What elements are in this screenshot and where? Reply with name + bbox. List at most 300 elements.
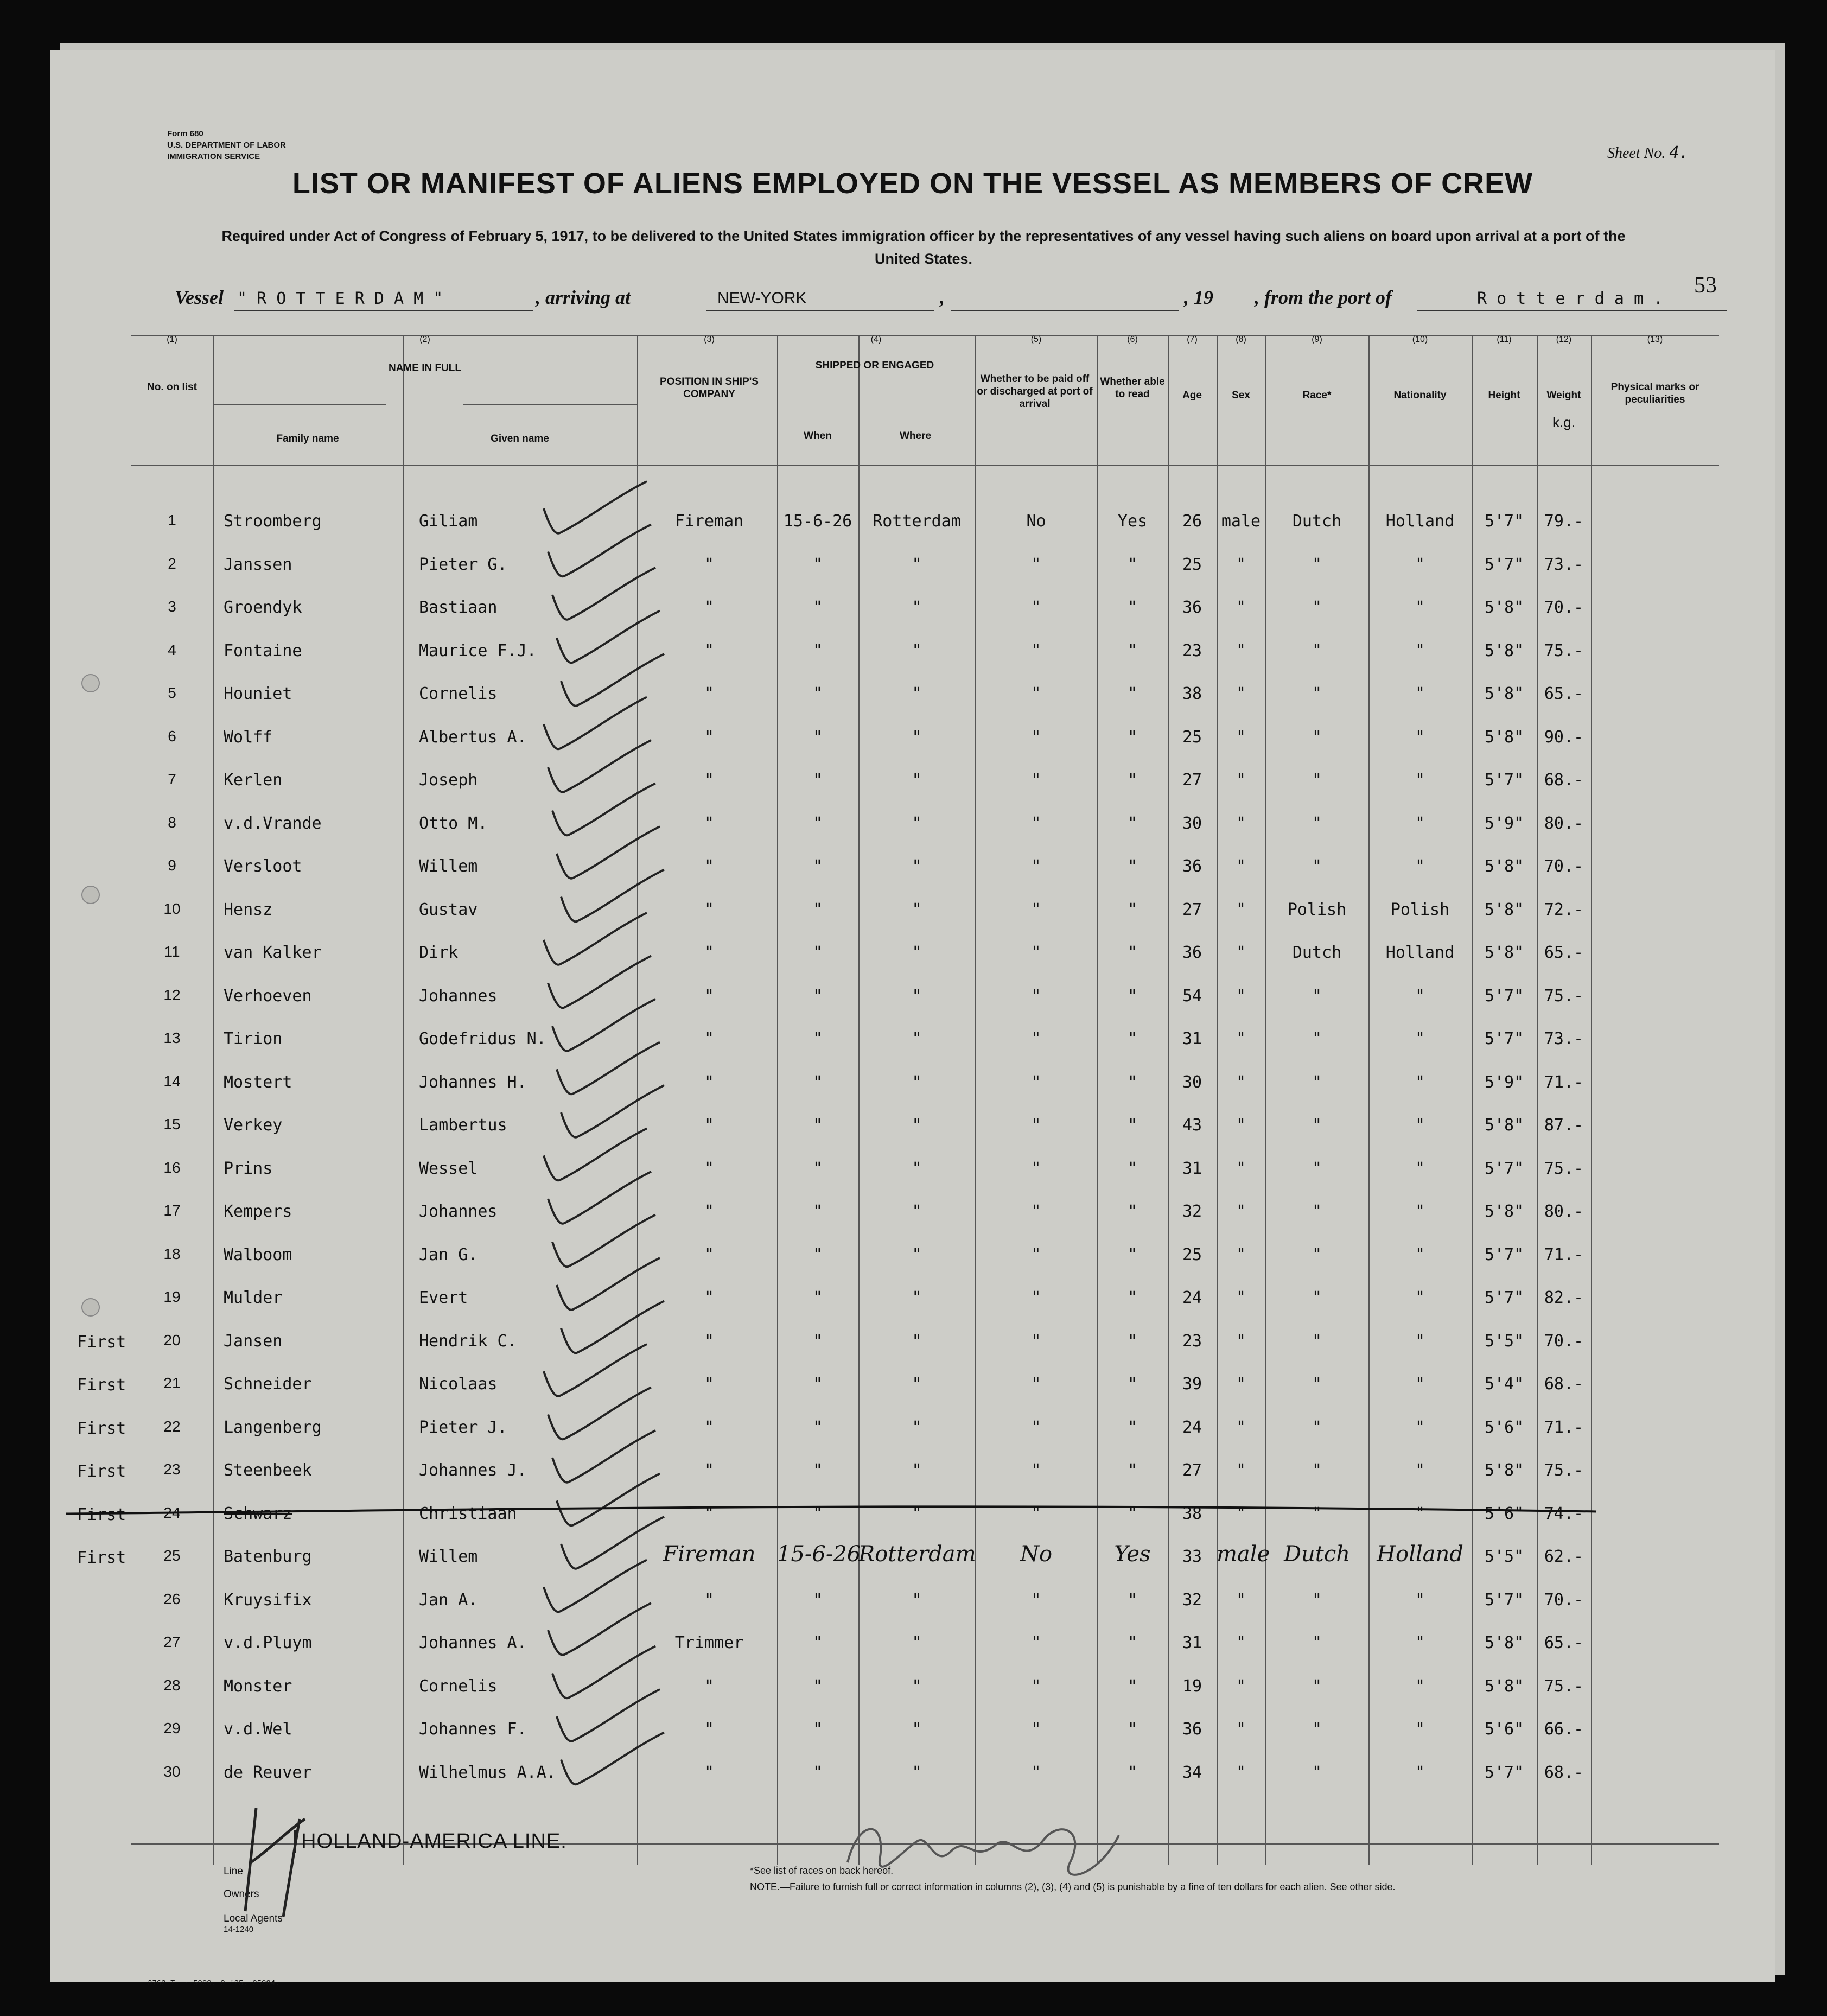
cell-age: 31 [1182, 1029, 1202, 1048]
column-number: (5) [1030, 335, 1042, 344]
cell-race: Polish [1287, 900, 1347, 919]
page-title: LIST OR MANIFEST OF ALIENS EMPLOYED ON THE VESSEL AS MEMBERS OF CREW [292, 167, 1533, 200]
cell-age: 26 [1182, 512, 1202, 531]
header-position: POSITION IN SHIP'S COMPANY [660, 376, 759, 400]
cell-position: " [704, 1417, 715, 1437]
cell-age: 38 [1182, 1504, 1202, 1523]
cell-read: " [1127, 555, 1138, 574]
cell-paid: " [1031, 641, 1041, 660]
cell-height: 5'8" [1484, 943, 1524, 962]
cell-given: Lambertus [419, 1116, 507, 1135]
cell-weight: 68.- [1544, 1763, 1584, 1782]
cell-family: Fontaine [224, 641, 302, 660]
cell-height: 5'6" [1484, 1504, 1524, 1523]
cell-nat: " [1415, 641, 1425, 660]
cell-given: Johannes A. [419, 1633, 527, 1652]
cell-nat: " [1415, 1331, 1425, 1351]
cell-race: " [1312, 1288, 1322, 1307]
cell-paid: " [1031, 1590, 1041, 1610]
cell-race: " [1312, 1590, 1322, 1610]
cell-height: 5'8" [1484, 598, 1524, 617]
cell-paid: " [1031, 1288, 1041, 1307]
cell-no: 29 [163, 1720, 181, 1737]
cell-family: Mulder [224, 1288, 283, 1307]
cell-given: Giliam [419, 512, 478, 531]
cell-race: " [1312, 1072, 1322, 1092]
cell-sex: " [1236, 943, 1246, 962]
cell-when: " [812, 598, 823, 617]
from-port: R o t t e r d a m . [1477, 289, 1664, 308]
cell-age: 39 [1182, 1375, 1202, 1394]
cell-no: 23 [163, 1461, 181, 1478]
cell-position: " [704, 1288, 715, 1307]
crew-table [77, 335, 1719, 1865]
cell-height: 5'7" [1484, 1590, 1524, 1610]
header-family-name: Family name [276, 433, 339, 444]
cell-given: Willem [419, 1547, 478, 1566]
cell-age: 38 [1182, 684, 1202, 703]
cell-read: " [1127, 1331, 1138, 1351]
cell-no: 17 [163, 1202, 181, 1219]
cell-age: 32 [1182, 1590, 1202, 1610]
cell-when: " [812, 1504, 823, 1523]
cell-given: Willem [419, 857, 478, 876]
cell-family: Kerlen [224, 771, 283, 790]
column-number: (11) [1497, 335, 1512, 344]
signature-marks [224, 1786, 712, 1928]
cell-age: 27 [1182, 771, 1202, 790]
cell-position: " [704, 1590, 715, 1610]
cell-where: " [912, 1072, 922, 1092]
cell-family: Schwarz [224, 1504, 292, 1523]
cell-no: 2 [168, 555, 176, 572]
cell-paid: " [1031, 986, 1041, 1006]
cell-paid: " [1031, 1245, 1041, 1264]
cell-weight: 79.- [1544, 512, 1584, 531]
cell-height: 5'8" [1484, 684, 1524, 703]
cell-height: 5'7" [1484, 1029, 1524, 1048]
cell-given: Pieter G. [419, 555, 507, 574]
cell-where: " [912, 1676, 922, 1696]
cell-read: " [1127, 1763, 1138, 1782]
cell-given: Christiaan [419, 1504, 517, 1523]
cell-given: Johannes F. [419, 1720, 527, 1739]
cell-no: 27 [163, 1633, 181, 1650]
cell-age: 43 [1182, 1116, 1202, 1135]
cell-paid: " [1031, 598, 1041, 617]
header-shipped: SHIPPED OR ENGAGED [815, 360, 934, 371]
cell-where: " [912, 1590, 922, 1610]
cell-height: 5'8" [1484, 1202, 1524, 1221]
cell-given: Jan G. [419, 1245, 478, 1264]
header-weight: Weight [1546, 390, 1581, 401]
cell-where: " [912, 1029, 922, 1048]
cell-given: Nicolaas [419, 1375, 498, 1394]
cell-weight: 65.- [1544, 1633, 1584, 1652]
cell-sex: " [1236, 1245, 1246, 1264]
cell-paid: " [1031, 1159, 1041, 1178]
cell-when: 15-6-26 [777, 1542, 861, 1567]
cell-age: 30 [1182, 1072, 1202, 1092]
cell-sex: " [1236, 1461, 1246, 1480]
cell-nat: Holland [1385, 512, 1455, 531]
from-port-label: , from the port of [1255, 287, 1392, 308]
cell-where: " [912, 1417, 922, 1437]
underline [234, 310, 533, 311]
cell-weight: 75.- [1544, 1676, 1584, 1696]
form-number-block [167, 128, 286, 162]
cell-where: " [912, 813, 922, 833]
cell-sex: " [1236, 641, 1246, 660]
cell-sex: male [1221, 512, 1261, 531]
cell-where: " [912, 1763, 922, 1782]
row-margin-note: First [77, 1332, 126, 1352]
cell-where: " [912, 857, 922, 876]
cell-where: " [912, 771, 922, 790]
cell-read: " [1127, 1504, 1138, 1523]
cell-age: 32 [1182, 1202, 1202, 1221]
cell-where: " [912, 727, 922, 747]
cell-where: " [912, 1375, 922, 1394]
cell-read: " [1127, 1202, 1138, 1221]
cell-weight: 75.- [1544, 986, 1584, 1006]
cell-family: Schneider [224, 1375, 312, 1394]
cell-position: " [704, 1763, 715, 1782]
cell-age: 31 [1182, 1633, 1202, 1652]
cell-paid: " [1031, 727, 1041, 747]
cell-given: Pieter J. [419, 1417, 507, 1437]
cell-height: 5'8" [1484, 641, 1524, 660]
vessel-name: " R O T T E R D A M " [237, 289, 443, 308]
cell-paid: " [1031, 1202, 1041, 1221]
cell-family: Kempers [224, 1202, 292, 1221]
cell-weight: 87.- [1544, 1116, 1584, 1135]
owners-label: Owners [224, 1888, 259, 1900]
cell-no: 11 [164, 943, 180, 960]
cell-height: 5'9" [1484, 1072, 1524, 1092]
cell-family: v.d.Wel [224, 1720, 292, 1739]
cell-race: " [1312, 1116, 1322, 1135]
cell-where: " [912, 555, 922, 574]
cell-family: v.d.Vrande [224, 813, 322, 833]
check-marks [131, 335, 1719, 1865]
cell-when: 15-6-26 [783, 512, 852, 531]
cell-race: " [1312, 555, 1322, 574]
cell-no: 9 [168, 857, 176, 874]
cell-when: " [812, 857, 823, 876]
cell-age: 24 [1182, 1288, 1202, 1307]
cell-read: " [1127, 943, 1138, 962]
header-paid-off: Whether to be paid off or discharged at port of arrival [977, 373, 1093, 410]
cell-family: Verkey [224, 1116, 283, 1135]
cell-paid: " [1031, 684, 1041, 703]
cell-position: " [704, 1029, 715, 1048]
penalty-note: NOTE.—Failure to furnish full or correct information in columns (2), (3), (4) and (5) is punishable by a fine of ten dollars for each alien. See other side. [750, 1881, 1396, 1892]
cell-when: " [812, 943, 823, 962]
cell-given: Godefridus N. [419, 1029, 546, 1048]
cell-age: 23 [1182, 1331, 1202, 1351]
cell-given: Jan A. [419, 1590, 478, 1610]
cell-nat: " [1415, 986, 1425, 1006]
cell-read: " [1127, 1633, 1138, 1652]
cell-nat: " [1415, 1202, 1425, 1221]
cell-family: van Kalker [224, 943, 322, 962]
cell-age: 36 [1182, 857, 1202, 876]
cell-race: " [1312, 641, 1322, 660]
cell-paid: " [1031, 1331, 1041, 1351]
cell-nat: " [1415, 1029, 1425, 1048]
cell-position: " [704, 598, 715, 617]
cell-read: " [1127, 1288, 1138, 1307]
cell-nat: " [1415, 857, 1425, 876]
cell-family: Prins [224, 1159, 273, 1178]
cell-position: " [704, 684, 715, 703]
cell-sex: " [1236, 1504, 1246, 1523]
row-margin-note: First [77, 1548, 126, 1567]
header-nationality: Nationality [1393, 390, 1447, 401]
cell-nat: " [1415, 1504, 1425, 1523]
cell-read: " [1127, 857, 1138, 876]
cell-read: " [1127, 1245, 1138, 1264]
cell-race: " [1312, 1720, 1322, 1739]
cell-race: " [1312, 857, 1322, 876]
cell-family: Houniet [224, 684, 292, 703]
cell-weight: 90.- [1544, 727, 1584, 747]
cell-when: " [812, 1202, 823, 1221]
cell-sex: " [1236, 1072, 1246, 1092]
cell-weight: 68.- [1544, 1375, 1584, 1394]
cell-when: " [812, 1417, 823, 1437]
cell-where: Rotterdam [858, 1542, 976, 1567]
cell-sex: " [1236, 1288, 1246, 1307]
header-age: Age [1182, 390, 1202, 401]
cell-nat: " [1415, 1072, 1425, 1092]
row-margin-note: First [77, 1419, 126, 1438]
cell-no: 20 [163, 1331, 181, 1349]
cell-no: 19 [163, 1288, 181, 1305]
cell-family: Mostert [224, 1072, 292, 1092]
cell-weight: 73.- [1544, 1029, 1584, 1048]
cell-read: " [1127, 1461, 1138, 1480]
cell-height: 5'7" [1484, 1159, 1524, 1178]
cell-read: Yes [1117, 512, 1148, 531]
cell-height: 5'6" [1484, 1417, 1524, 1437]
cell-weight: 70.- [1544, 598, 1584, 617]
cell-nat: Polish [1390, 900, 1450, 919]
cell-height: 5'5" [1484, 1547, 1524, 1566]
cell-height: 5'8" [1484, 1633, 1524, 1652]
cell-read: " [1127, 1720, 1138, 1739]
footer-labels [224, 1841, 283, 1935]
cell-when: " [812, 1029, 823, 1048]
cell-position: " [704, 1720, 715, 1739]
cell-weight: 70.- [1544, 857, 1584, 876]
cell-age: 25 [1182, 1245, 1202, 1264]
column-number: (12) [1556, 335, 1572, 344]
cell-where: " [912, 986, 922, 1006]
cell-weight: 70.- [1544, 1331, 1584, 1351]
cell-height: 5'7" [1484, 1288, 1524, 1307]
cell-sex: " [1236, 1676, 1246, 1696]
cell-when: " [812, 1331, 823, 1351]
cell-no: 25 [163, 1547, 181, 1564]
cell-no: 5 [168, 684, 176, 701]
cell-weight: 70.- [1544, 1590, 1584, 1610]
cell-family: Janssen [224, 555, 292, 574]
cell-weight: 72.- [1544, 900, 1584, 919]
cell-paid: " [1031, 1029, 1041, 1048]
cell-paid: " [1031, 771, 1041, 790]
cell-no: 12 [163, 986, 181, 1003]
cell-paid: " [1031, 555, 1041, 574]
cell-given: Johannes H. [419, 1072, 527, 1092]
cell-family: Verhoeven [224, 986, 312, 1006]
cell-position: " [704, 1331, 715, 1351]
header-height: Height [1488, 390, 1520, 401]
cell-when: " [812, 1159, 823, 1178]
cell-paid: " [1031, 1763, 1041, 1782]
cell-sex: " [1236, 1633, 1246, 1652]
cell-race: " [1312, 1461, 1322, 1480]
cell-no: 1 [168, 512, 176, 529]
cell-sex: " [1236, 813, 1246, 833]
cell-given: Bastiaan [419, 598, 498, 617]
cell-sex: " [1236, 1417, 1246, 1437]
cell-where: " [912, 1288, 922, 1307]
cell-no: 14 [163, 1072, 181, 1090]
local-agents-label: Local Agents [224, 1913, 283, 1924]
vessel-line [175, 286, 1732, 313]
cell-sex: " [1236, 1375, 1246, 1394]
cell-read: " [1127, 986, 1138, 1006]
cell-read: " [1127, 1159, 1138, 1178]
cell-position: " [704, 1245, 715, 1264]
cell-no: 10 [163, 900, 181, 917]
sheet-number-value: 4. [1669, 143, 1689, 162]
cell-no: 16 [163, 1159, 181, 1176]
cell-when: " [812, 1116, 823, 1135]
cell-family: Jansen [224, 1331, 283, 1351]
cell-position: " [704, 813, 715, 833]
cell-age: 34 [1182, 1763, 1202, 1782]
cell-age: 19 [1182, 1676, 1202, 1696]
cell-sex: " [1236, 900, 1246, 919]
column-number: (13) [1647, 335, 1663, 344]
cell-race: " [1312, 1202, 1322, 1221]
row-margin-note: First [77, 1462, 126, 1481]
cell-height: 5'4" [1484, 1375, 1524, 1394]
cell-weight: 62.- [1544, 1547, 1584, 1566]
cell-family: v.d.Pluym [224, 1633, 312, 1652]
cell-read: " [1127, 900, 1138, 919]
cell-no: 26 [163, 1590, 181, 1607]
arriving-port: NEW-YORK [717, 289, 807, 307]
cell-given: Johannes [419, 1202, 498, 1221]
cell-where: " [912, 1159, 922, 1178]
races-note: *See list of races on back hereof. [750, 1865, 894, 1876]
form-code: 14-1240 [224, 1925, 254, 1934]
cell-nat: " [1415, 1375, 1425, 1394]
cell-nat: " [1415, 1116, 1425, 1135]
cell-position: " [704, 1504, 715, 1523]
cell-family: Langenberg [224, 1417, 322, 1437]
manifest-sheet [50, 50, 1775, 1988]
cell-where: Rotterdam [873, 512, 961, 531]
cell-height: 5'8" [1484, 900, 1524, 919]
cell-when: " [812, 900, 823, 919]
cell-paid: " [1031, 900, 1041, 919]
cell-read: " [1127, 813, 1138, 833]
cell-family: Batenburg [224, 1547, 312, 1566]
cell-where: " [912, 1461, 922, 1480]
check-mark [544, 697, 647, 749]
cell-weight: 71.- [1544, 1072, 1584, 1092]
punch-hole [81, 886, 100, 904]
cell-race: Dutch [1292, 512, 1342, 531]
cell-position: " [704, 857, 715, 876]
underline [706, 310, 934, 311]
cell-when: " [812, 1461, 823, 1480]
cell-position: " [704, 771, 715, 790]
header-physical-marks: Physical marks or peculiarities [1610, 381, 1699, 405]
cell-family: Steenbeek [224, 1461, 312, 1480]
cell-age: 36 [1182, 1720, 1202, 1739]
cell-sex: " [1236, 598, 1246, 617]
cell-given: Cornelis [419, 1676, 498, 1696]
cell-sex: " [1236, 1720, 1246, 1739]
cell-given: Cornelis [419, 684, 498, 703]
cell-position: " [704, 641, 715, 660]
cell-age: 54 [1182, 986, 1202, 1006]
cell-nat: " [1415, 1417, 1425, 1437]
cell-height: 5'7" [1484, 512, 1524, 531]
cell-height: 5'8" [1484, 1461, 1524, 1480]
column-number: (10) [1412, 335, 1428, 344]
cell-nat: " [1415, 684, 1425, 703]
cell-age: 33 [1182, 1547, 1202, 1566]
cell-no: 18 [163, 1245, 181, 1262]
holland-america-stamp: HOLLAND-AMERICA LINE. [294, 1830, 567, 1853]
cell-sex: " [1236, 857, 1246, 876]
cell-race: " [1312, 1676, 1322, 1696]
underline [951, 310, 1179, 311]
cell-race: " [1312, 1159, 1322, 1178]
cell-no: 13 [163, 1029, 181, 1046]
cell-nat: " [1415, 813, 1425, 833]
cell-paid: " [1031, 813, 1041, 833]
line-label: Line [224, 1866, 243, 1877]
cell-no: 30 [163, 1763, 181, 1780]
cell-paid: " [1031, 1720, 1041, 1739]
cell-weight: 82.- [1544, 1288, 1584, 1307]
cell-weight: 75.- [1544, 1159, 1584, 1178]
cell-height: 5'7" [1484, 771, 1524, 790]
cell-given: Otto M. [419, 813, 488, 833]
department-name: U.S. DEPARTMENT OF LABOR [167, 141, 286, 150]
cell-position: " [704, 1375, 715, 1394]
cell-where: " [912, 1720, 922, 1739]
cell-family: Hensz [224, 900, 273, 919]
cell-family: Groendyk [224, 598, 302, 617]
cell-nat: " [1415, 1633, 1425, 1652]
sheet-number [1607, 143, 1689, 162]
print-line: 3762 T. · 5000. 9-'25. 05084. [148, 1979, 280, 1988]
cell-sex: " [1236, 1116, 1246, 1135]
cell-race: Dutch [1292, 943, 1342, 962]
cell-read: " [1127, 641, 1138, 660]
cell-when: " [812, 1288, 823, 1307]
column-number: (8) [1236, 335, 1246, 344]
